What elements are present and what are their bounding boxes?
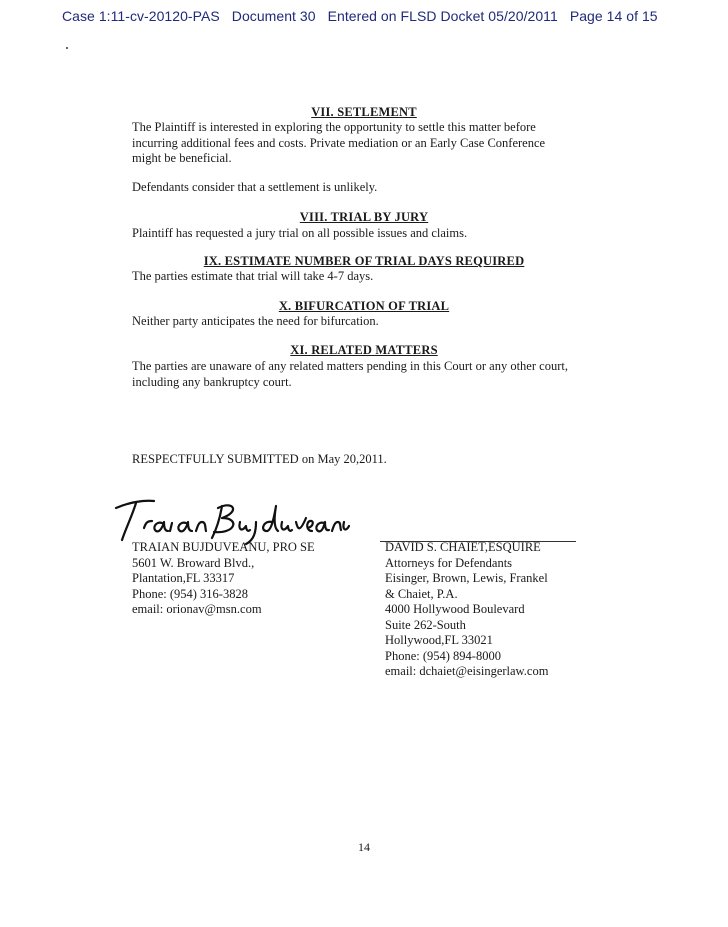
defendant-firm: Eisinger, Brown, Lewis, Frankel (385, 571, 548, 585)
case-number: Case 1:11-cv-20120-PAS (62, 8, 220, 24)
plaintiff-signature-block (132, 540, 315, 618)
plaintiff-address: 5601 W. Broward Blvd., (132, 555, 255, 570)
plaintiff-name: TRAIAN BUJDUVEANU, PRO SE (132, 540, 315, 554)
bifurcation-paragraph: Neither party anticipates the need for bifurcation. (132, 314, 379, 328)
plaintiff-phone: Phone: (954) 316-3828 (132, 586, 248, 601)
section-heading-trial-days: IX. ESTIMATE NUMBER OF TRIAL DAYS REQUIRED (203, 254, 525, 268)
settlement-defendants-paragraph: Defendants consider that a settlement is unlikely. (132, 180, 378, 194)
defendant-role: Attorneys for Defendants (385, 555, 513, 570)
section-heading-related-matters: XI. RELATED MATTERS (290, 343, 438, 357)
defendant-city: Hollywood,FL 33021 (385, 633, 493, 647)
defendant-attorney-name: DAVID S. CHAIET,ESQUIRE (385, 540, 541, 554)
defendant-phone: Phone: (954) 894-8000 (385, 648, 501, 663)
section-heading-trial-by-jury: VIII. TRIAL BY JURY (299, 210, 429, 224)
section-heading-settlement: VII. SETLEMENT (311, 105, 417, 119)
section-heading-bifurcation: X. BIFURCATION OF TRIAL (278, 299, 450, 313)
trial-days-paragraph: The parties estimate that trial will take 4-7 days. (132, 269, 374, 283)
settlement-paragraph: The Plaintiff is interested in exploring the opportunity to settle this matter before incurring additional fees and costs. Private mediation or an Early Case Conference might be beneficial. (132, 120, 546, 165)
defendant-signature-block (385, 540, 548, 680)
related-matters-paragraph: The parties are unaware of any related matters pending in this Court or any other court, including any bankruptcy court. (132, 359, 568, 389)
trial-by-jury-paragraph: Plaintiff has requested a jury trial on all possible issues and claims. (132, 226, 468, 240)
submission-statement: RESPECTFULLY SUBMITTED on May 20,2011. (132, 452, 387, 466)
defendant-address: 4000 Hollywood Boulevard (385, 602, 525, 616)
handwritten-signature (110, 488, 350, 548)
plaintiff-city: Plantation,FL 33317 (132, 571, 235, 585)
defendant-email: email: dchaiet@eisingerlaw.com (385, 664, 549, 678)
page-number: 14 (358, 840, 370, 854)
defendant-firm-cont: & Chaiet, P.A. (385, 586, 458, 601)
page-count: Page 14 of 15 (569, 8, 658, 24)
document-number: Document 30 (231, 8, 316, 24)
defendant-suite: Suite 262-South (385, 617, 466, 632)
plaintiff-email: email: orionav@msn.com (132, 602, 262, 616)
docket-entry: Entered on FLSD Docket 05/20/2011 (327, 8, 558, 24)
